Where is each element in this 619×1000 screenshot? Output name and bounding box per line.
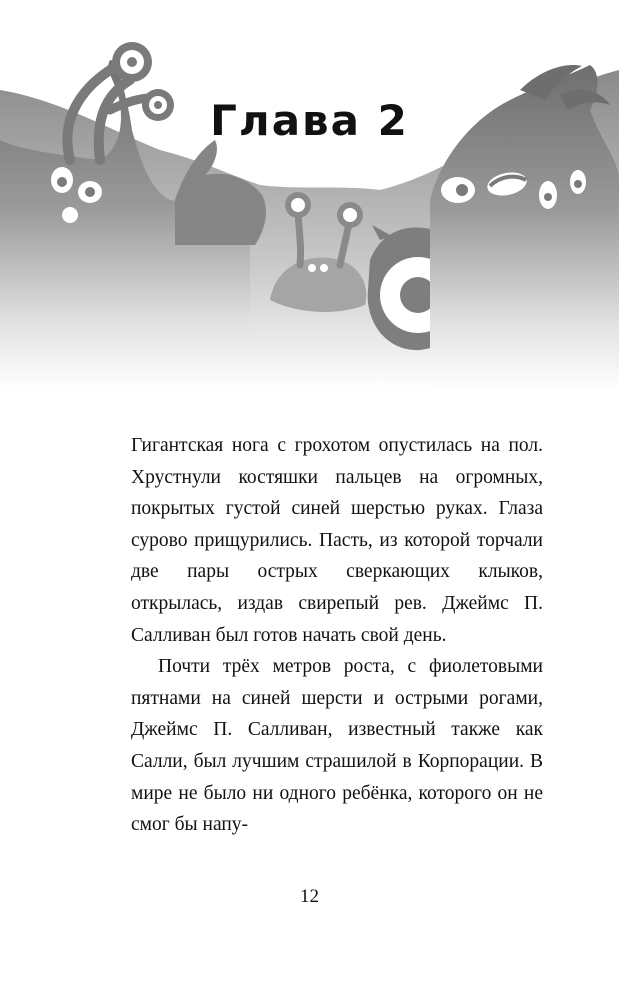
eye-stalk-left-1 [112,42,152,82]
paragraph: Гигантская нога с грохотом опустилась на пол. Хрустнули костяшки пальцев на огромных, покрытых густой синей шерстью руках. Глаза сурово прищурились. Пасть, из которой торчали две пары острых сверкающих клыков, открылась, издав свирепый рев. Джеймс П. Салливан был готов начать свой день. [131,435,543,646]
monster-header-illustration [0,0,619,390]
chapter-title: Глава 2 [210,96,409,145]
horned-monster [175,140,266,245]
paragraph: Почти трёх метров роста, с фиолетовыми пятнами на синей шерсти и острыми рогами, Джеймс П. Салливан, известный также как Салли, был лучшим страшилой в Корпорации. В мире не было ни одного ребёнка, которого он не смог бы напу- [131,656,543,836]
page-number: 12 [300,886,319,907]
chapter-body-text [131,430,543,841]
